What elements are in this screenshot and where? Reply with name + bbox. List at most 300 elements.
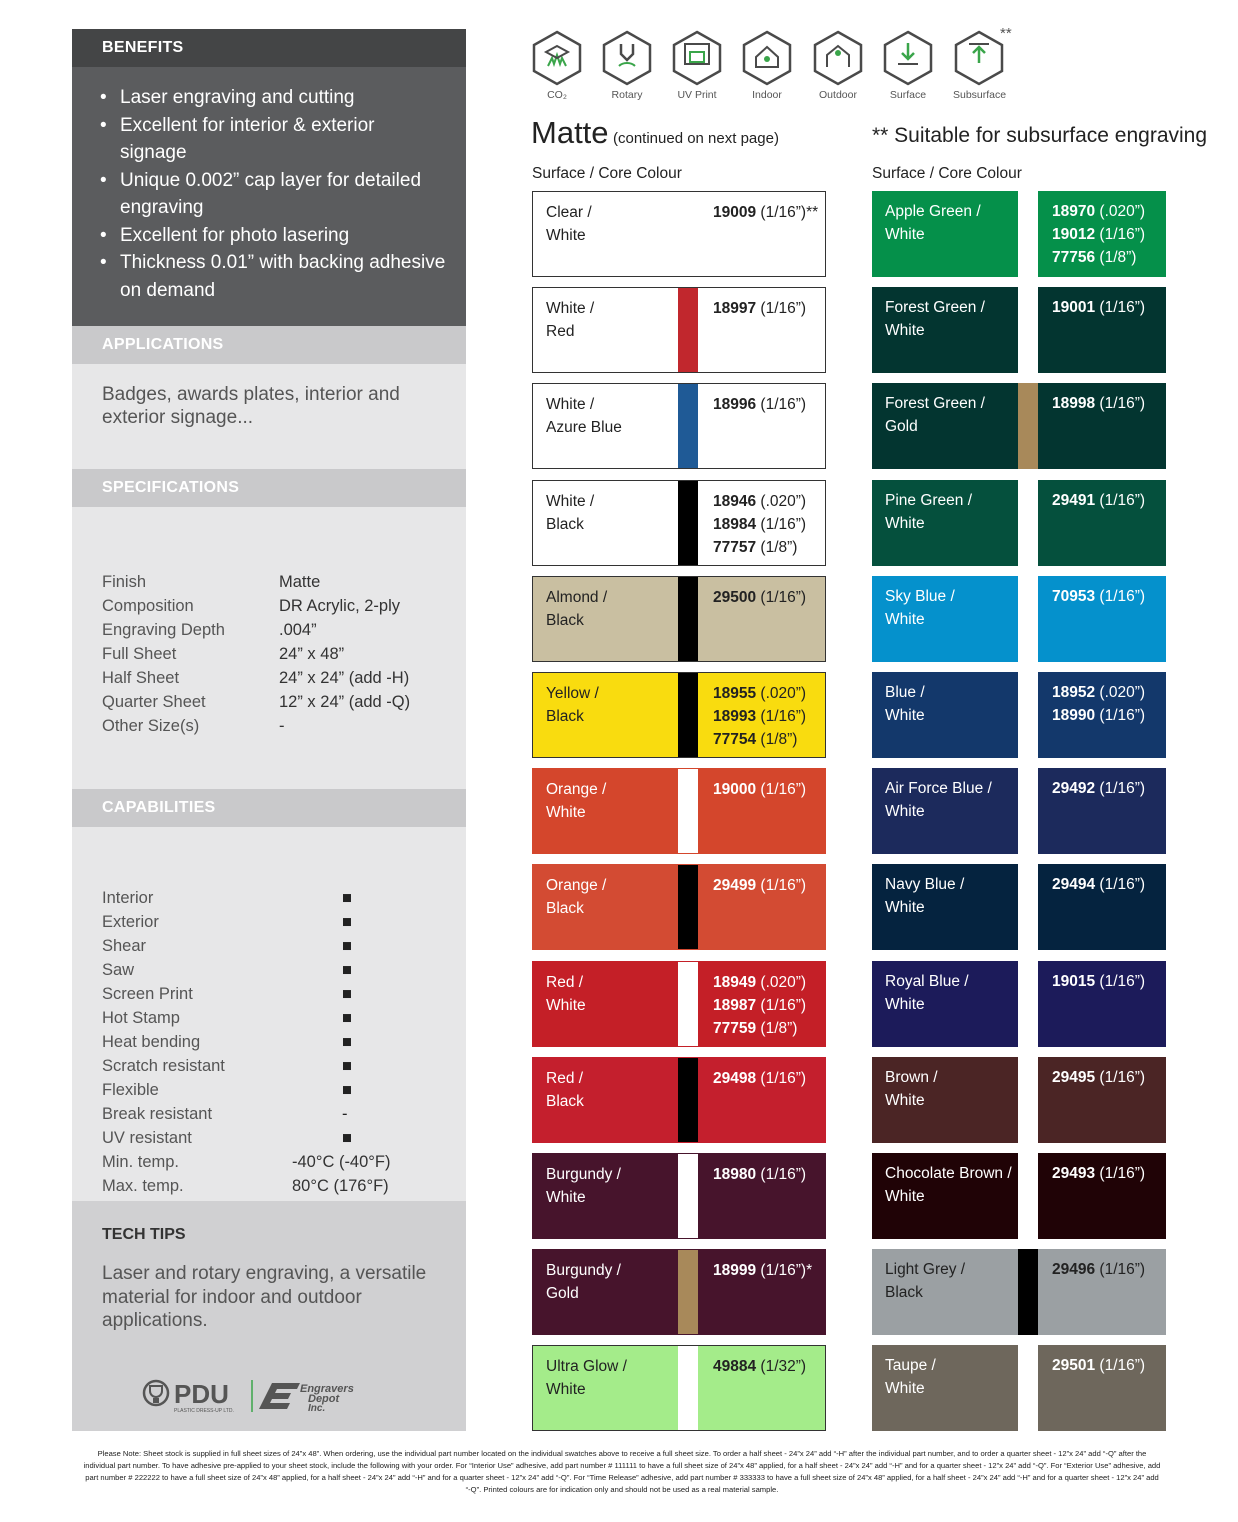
part-number-size: (1/16”): [756, 877, 807, 895]
spec-row: [102, 690, 462, 714]
surface-colour: Sky Blue /: [885, 587, 955, 605]
part-number: [713, 1259, 812, 1282]
icon-label: CO₂: [547, 89, 567, 101]
swatch-right_swatches: [872, 1345, 1166, 1431]
part-number: [713, 490, 806, 513]
core-colour: White: [885, 1091, 925, 1109]
part-numbers: [1052, 873, 1145, 896]
spec-value: Matte: [279, 573, 321, 591]
page-title: [531, 115, 779, 151]
swatch-left_swatches: [532, 1153, 826, 1239]
part-numbers: [1052, 1066, 1145, 1089]
part-number-code: 70953: [1052, 587, 1096, 605]
surface-colour: White /: [546, 396, 595, 414]
spec-row: [102, 618, 462, 642]
core-colour-stripe: [1018, 1249, 1038, 1335]
core-colour-stripe: [678, 481, 698, 565]
part-numbers: [1052, 1162, 1145, 1185]
part-number-code: 29500: [713, 588, 757, 606]
part-number-size: (1/16”): [756, 1166, 807, 1183]
core-colour: Black: [546, 900, 584, 918]
pdu-wordmark: PDU: [174, 1379, 229, 1409]
part-number: [1052, 704, 1145, 727]
co2-laser-icon: [531, 30, 583, 101]
part-number-code: 18997: [713, 300, 757, 318]
part-numbers: [713, 1163, 806, 1186]
capability-value: ■: [342, 1057, 352, 1075]
swatch-right_swatches: [872, 768, 1166, 854]
core-colour: Black: [885, 1284, 923, 1302]
part-number-size: (1/16”): [1095, 299, 1146, 317]
capability-value: ■: [342, 913, 352, 931]
part-numbers: [713, 490, 806, 559]
part-number-size: (1/16”): [1095, 395, 1146, 413]
core-colour-stripe: [678, 962, 698, 1046]
core-colour-stripe: [678, 1058, 698, 1142]
spec-row: [102, 642, 462, 666]
part-number-size: (.020”): [1095, 203, 1146, 220]
swatch-name: [546, 1355, 681, 1401]
capability-label: Heat bending: [102, 1033, 201, 1051]
surface-colour: Pine Green /: [885, 491, 973, 509]
part-number-size: (1/32”): [756, 1358, 807, 1376]
part-numbers: [1052, 681, 1145, 727]
swatch-name: [546, 297, 681, 343]
part-numbers: [713, 1067, 806, 1090]
capability-label: Saw: [102, 961, 135, 979]
icon-label: UV Print: [677, 89, 717, 101]
specifications-table: [72, 507, 466, 789]
swatch-name: [885, 200, 1020, 246]
capability-value: -40°C (-40°F): [292, 1153, 391, 1171]
benefit-item: • Excellent for interior & exterior signage: [120, 112, 446, 167]
spec-row: [102, 570, 462, 594]
capability-value: ■: [342, 961, 352, 979]
part-number-code: 18993: [713, 708, 757, 725]
core-colour: Azure Blue: [546, 419, 622, 437]
part-number: [1052, 873, 1145, 896]
spec-label: Full Sheet: [102, 645, 177, 663]
depot-text: Depot: [308, 1393, 340, 1405]
swatch-right_swatches: [872, 1249, 1166, 1335]
surface-colour: Air Force Blue /: [885, 780, 992, 798]
part-number: [1052, 200, 1145, 223]
swatch-left_swatches: [532, 1249, 826, 1335]
part-number-size: (1/16”): [1095, 587, 1146, 605]
part-number: [713, 297, 806, 320]
capability-value: ■: [342, 937, 352, 955]
applications-text: Badges, awards plates, interior and exterior signage...: [72, 364, 466, 469]
part-numbers: [1052, 296, 1145, 319]
surface-colour: Red /: [546, 973, 584, 991]
part-number: [713, 1355, 806, 1378]
core-colour: White: [885, 514, 925, 532]
part-number-size: (1/16”): [756, 708, 807, 725]
core-colour: White: [546, 1381, 586, 1399]
part-number-size: (.020”): [756, 973, 807, 991]
part-number: [1052, 1066, 1145, 1089]
part-number-size: (.020”): [756, 492, 807, 510]
part-number-size: (1/16”): [1095, 780, 1146, 798]
swatch-left_swatches: [532, 191, 826, 277]
part-number: [1052, 585, 1145, 608]
core-colour: White: [885, 803, 925, 821]
part-number: [1052, 296, 1145, 319]
capability-row: [102, 1102, 462, 1126]
capability-value: ■: [342, 985, 352, 1003]
part-number-size: (1/16”): [756, 396, 807, 414]
capability-value: 80°C (176°F): [292, 1177, 389, 1195]
capability-row: [102, 1174, 462, 1198]
surface-colour: Almond /: [546, 588, 608, 606]
part-numbers: [1052, 1258, 1145, 1281]
swatch-name: [885, 1354, 1020, 1400]
swatch-name: [546, 1067, 681, 1113]
benefits-heading: BENEFITS: [72, 29, 466, 67]
spec-value: 12” x 24” (add -Q): [279, 693, 411, 711]
swatch-name: [885, 873, 1020, 919]
applications-heading: APPLICATIONS: [72, 326, 466, 364]
capabilities-heading: CAPABILITIES: [72, 789, 466, 827]
icon-label: Surface: [889, 89, 927, 101]
part-number-code: 18946: [713, 492, 757, 510]
swatch-name: [885, 681, 1020, 727]
part-number-code: 77754: [713, 731, 757, 748]
core-colour-stripe: [1018, 864, 1038, 950]
capability-row: [102, 1126, 462, 1150]
swatch-right_swatches: [872, 191, 1166, 277]
spec-value: .004”: [279, 621, 317, 639]
benefit-item: • Unique 0.002” cap layer for detailed engraving: [120, 167, 446, 222]
core-colour-stripe: [1018, 191, 1038, 277]
spec-label: Quarter Sheet: [102, 693, 206, 711]
part-number: [1052, 681, 1145, 704]
part-number-size: (1/16”)**: [756, 204, 819, 221]
part-number-code: 18984: [713, 515, 757, 533]
part-number-code: 29496: [1052, 1261, 1096, 1279]
surface-colour: Apple Green /: [885, 203, 981, 220]
part-number-code: 18955: [713, 685, 757, 702]
benefit-item: • Excellent for photo lasering: [120, 222, 446, 250]
part-number-code: 18999: [713, 1262, 757, 1280]
part-number-size: (1/16”): [1095, 707, 1146, 724]
part-numbers: [1052, 585, 1145, 608]
part-numbers: [1052, 200, 1145, 269]
part-numbers: [1052, 970, 1145, 993]
part-number: [713, 1067, 806, 1090]
part-number: [1052, 1258, 1145, 1281]
surface-colour: Burgundy /: [546, 1166, 621, 1183]
swatch-right_swatches: [872, 672, 1166, 758]
core-colour-stripe: [1018, 480, 1038, 566]
swatch-name: [546, 490, 681, 536]
capability-label: Exterior: [102, 913, 159, 931]
spec-value: -: [279, 717, 285, 735]
benefit-item: • Thickness 0.01” with backing adhesive on demand: [120, 249, 446, 304]
part-number: [713, 586, 806, 609]
part-number: [713, 778, 806, 801]
swatch-left_swatches: [532, 961, 826, 1047]
part-number-code: 29501: [1052, 1357, 1096, 1375]
part-number-size: (1/16”): [1095, 1261, 1146, 1279]
benefits-list: [72, 67, 466, 326]
core-colour: White: [885, 1380, 925, 1398]
spec-row: [102, 714, 462, 738]
spec-value: DR Acrylic, 2-ply: [279, 597, 401, 615]
capability-label: Break resistant: [102, 1105, 213, 1123]
part-number-size: (1/8”): [756, 731, 798, 748]
capability-row: [102, 1030, 462, 1054]
core-colour: White: [546, 996, 586, 1014]
swatch-left_swatches: [532, 576, 826, 662]
part-number-code: 18970: [1052, 203, 1096, 220]
core-colour-stripe: [1018, 1345, 1038, 1431]
continued-note: (continued on next page): [612, 130, 779, 147]
capability-label: Scratch resistant: [102, 1057, 225, 1075]
capability-label: Flexible: [102, 1081, 159, 1099]
core-colour-stripe: [678, 865, 698, 949]
capability-row: [102, 982, 462, 1006]
part-number-size: (1/16”): [756, 300, 807, 318]
engravers-depot-logo: [259, 1383, 354, 1414]
surface-colour: Brown /: [885, 1068, 938, 1086]
swatch-name: [546, 682, 681, 728]
part-number-code: 77756: [1052, 249, 1096, 266]
core-colour-stripe: [678, 288, 698, 372]
surface-colour: Ultra Glow /: [546, 1358, 627, 1376]
swatch-name: [885, 1162, 1020, 1208]
indoor-icon: [741, 30, 793, 101]
part-numbers: [713, 1259, 812, 1282]
capability-value: ■: [342, 1033, 352, 1051]
swatch-name: [885, 489, 1020, 535]
part-number: [713, 728, 806, 751]
part-numbers: [713, 874, 806, 897]
info-panel: [72, 29, 466, 1431]
part-number: [713, 994, 806, 1017]
swatch-right_swatches: [872, 1153, 1166, 1239]
core-colour: Black: [546, 1092, 584, 1110]
core-colour-stripe: [678, 1250, 698, 1334]
subsurface-mark: **: [1000, 25, 1012, 42]
core-colour: White: [885, 1188, 925, 1205]
capability-label: Max. temp.: [102, 1177, 184, 1195]
outdoor-icon: [812, 30, 864, 101]
rotary-icon: [601, 30, 653, 101]
part-number-size: (1/16”): [1095, 491, 1146, 509]
core-colour: Black: [546, 611, 584, 629]
swatch-name: [885, 777, 1020, 823]
subsurface-note: ** Suitable for subsurface engraving: [872, 124, 1208, 147]
core-colour-stripe: [1018, 1153, 1038, 1239]
part-number-size: (1/16”): [1095, 226, 1146, 243]
part-number-code: 77757: [713, 538, 757, 556]
spec-value: 24” x 48”: [279, 645, 345, 663]
icon-label: Outdoor: [819, 89, 857, 101]
swatch-left_swatches: [532, 768, 826, 854]
swatch-name: [885, 392, 1020, 438]
part-numbers: [713, 1355, 806, 1378]
swatch-left_swatches: [532, 864, 826, 950]
capability-label: Screen Print: [102, 985, 193, 1003]
surface-colour: Burgundy /: [546, 1262, 621, 1280]
benefit-item: • Laser engraving and cutting: [120, 84, 446, 112]
swatch-left_swatches: [532, 672, 826, 758]
part-number: [713, 1163, 806, 1186]
part-numbers: [1052, 1354, 1145, 1377]
swatch-name: [546, 778, 681, 824]
swatch-name: [885, 296, 1020, 342]
core-colour: White: [546, 227, 586, 244]
tech-tips-text: Laser and rotary engraving, a versatile material for indoor and outdoor applications.: [102, 1263, 427, 1331]
pdu-subtext: PLASTIC DRESS-UP LTD.: [174, 1408, 234, 1414]
part-number: [1052, 777, 1145, 800]
part-number: [713, 201, 818, 224]
capability-value: ■: [342, 1129, 352, 1147]
part-number-code: 18996: [713, 396, 757, 414]
capability-value: -: [342, 1105, 348, 1123]
part-number-size: (1/16”): [1095, 972, 1146, 990]
capability-value: ■: [342, 889, 352, 907]
core-colour: White: [885, 995, 925, 1013]
part-number: [1052, 392, 1145, 415]
capability-label: UV resistant: [102, 1129, 192, 1147]
part-number-code: 19012: [1052, 226, 1096, 243]
part-number-code: 18987: [713, 996, 757, 1014]
part-number-code: 29495: [1052, 1068, 1096, 1086]
core-colour: White: [885, 226, 925, 243]
core-colour: White: [885, 322, 925, 340]
core-colour: White: [885, 899, 925, 917]
swatch-name: [885, 1258, 1020, 1304]
part-numbers: [1052, 489, 1145, 512]
part-numbers: [1052, 392, 1145, 415]
part-number-size: (1/16”): [1095, 1165, 1146, 1182]
swatch-name: [546, 201, 681, 247]
core-colour-stripe: [1018, 768, 1038, 854]
part-number: [713, 536, 806, 559]
spec-label: Other Size(s): [102, 717, 200, 735]
part-number: [1052, 970, 1145, 993]
surface-colour: Clear /: [546, 204, 592, 221]
core-colour-stripe: [1018, 1057, 1038, 1143]
capability-row: [102, 934, 462, 958]
core-colour-stripe: [1018, 287, 1038, 373]
surface-colour: Navy Blue /: [885, 876, 965, 894]
icon-label: Indoor: [752, 89, 782, 101]
swatch-left_swatches: [532, 287, 826, 373]
part-number: [713, 971, 806, 994]
surface-colour: Forest Green /: [885, 299, 985, 317]
spec-label: Finish: [102, 573, 147, 591]
surface-colour: Red /: [546, 1069, 584, 1087]
surface-colour: White /: [546, 492, 595, 510]
core-colour-stripe: [1018, 961, 1038, 1047]
part-number-size: (1/8”): [756, 538, 798, 556]
subsurface-icon: [953, 30, 1005, 101]
swatch-right_swatches: [872, 287, 1166, 373]
core-colour: White: [546, 804, 586, 822]
surface-colour: Forest Green /: [885, 395, 985, 413]
tech-tips-heading: TECH TIPS: [102, 1226, 186, 1243]
capabilities-table: [72, 827, 466, 1201]
spec-value: 24” x 24” (add -H): [279, 669, 410, 687]
part-numbers: [713, 297, 806, 320]
core-colour: Gold: [546, 1285, 579, 1303]
part-number-code: 18949: [713, 973, 757, 991]
core-colour: White: [885, 610, 925, 628]
part-number-code: 19009: [713, 204, 757, 221]
surface-colour: Light Grey /: [885, 1261, 966, 1279]
part-number: [1052, 1162, 1145, 1185]
surface-colour: Royal Blue /: [885, 972, 969, 990]
part-number-code: 18990: [1052, 707, 1096, 724]
part-number-code: 19015: [1052, 972, 1096, 990]
part-number-size: (1/16”): [756, 515, 807, 533]
part-number-code: 18952: [1052, 684, 1096, 701]
part-numbers: [1052, 777, 1145, 800]
part-number-code: 18998: [1052, 395, 1096, 413]
part-number-code: 49884: [713, 1358, 757, 1376]
swatch-left_swatches: [532, 480, 826, 566]
core-colour: Red: [546, 323, 575, 341]
part-number-size: (1/16”): [1095, 1068, 1146, 1086]
part-number-size: (1/16”): [1095, 876, 1146, 894]
swatch-name: [546, 393, 681, 439]
part-number: [713, 874, 806, 897]
swatch-right_swatches: [872, 961, 1166, 1047]
icon-label: Subsurface: [953, 89, 1007, 101]
swatch-name: [546, 971, 681, 1017]
swatch-right_swatches: [872, 480, 1166, 566]
part-number-code: 29499: [713, 877, 757, 895]
spec-row: [102, 594, 462, 618]
swatch-right_swatches: [872, 864, 1166, 950]
part-numbers: [713, 393, 806, 416]
capability-value: ■: [342, 1081, 352, 1099]
column-label-left: Surface / Core Colour: [532, 165, 682, 182]
swatch-name: [885, 970, 1020, 1016]
capability-label: Shear: [102, 937, 147, 955]
core-colour-stripe: [1018, 576, 1038, 662]
surface-colour: White /: [546, 300, 595, 318]
spec-label: Engraving Depth: [102, 621, 225, 639]
part-number: [1052, 489, 1145, 512]
column-label-right: Surface / Core Colour: [872, 165, 1022, 182]
part-number: [713, 682, 806, 705]
swatch-right_swatches: [872, 576, 1166, 662]
part-number: [713, 705, 806, 728]
part-number-size: (1/16”): [756, 1069, 807, 1087]
part-number-size: (1/16”): [1095, 1357, 1146, 1375]
uv-print-icon: [671, 30, 723, 101]
swatch-right_swatches: [872, 1057, 1166, 1143]
part-number: [713, 513, 806, 536]
core-colour-stripe: [678, 769, 698, 853]
part-number-size: (1/16”)*: [756, 1262, 813, 1280]
capability-label: Hot Stamp: [102, 1009, 180, 1027]
core-colour-stripe: [1018, 383, 1038, 469]
part-number: [1052, 246, 1145, 269]
capability-label: Min. temp.: [102, 1153, 180, 1171]
core-colour: White: [885, 707, 925, 724]
capability-row: [102, 958, 462, 982]
part-numbers: [713, 778, 806, 801]
swatch-name: [546, 1259, 681, 1305]
part-number: [1052, 223, 1145, 246]
engravers-text: Engravers: [300, 1383, 354, 1395]
capability-label: Interior: [102, 889, 154, 907]
